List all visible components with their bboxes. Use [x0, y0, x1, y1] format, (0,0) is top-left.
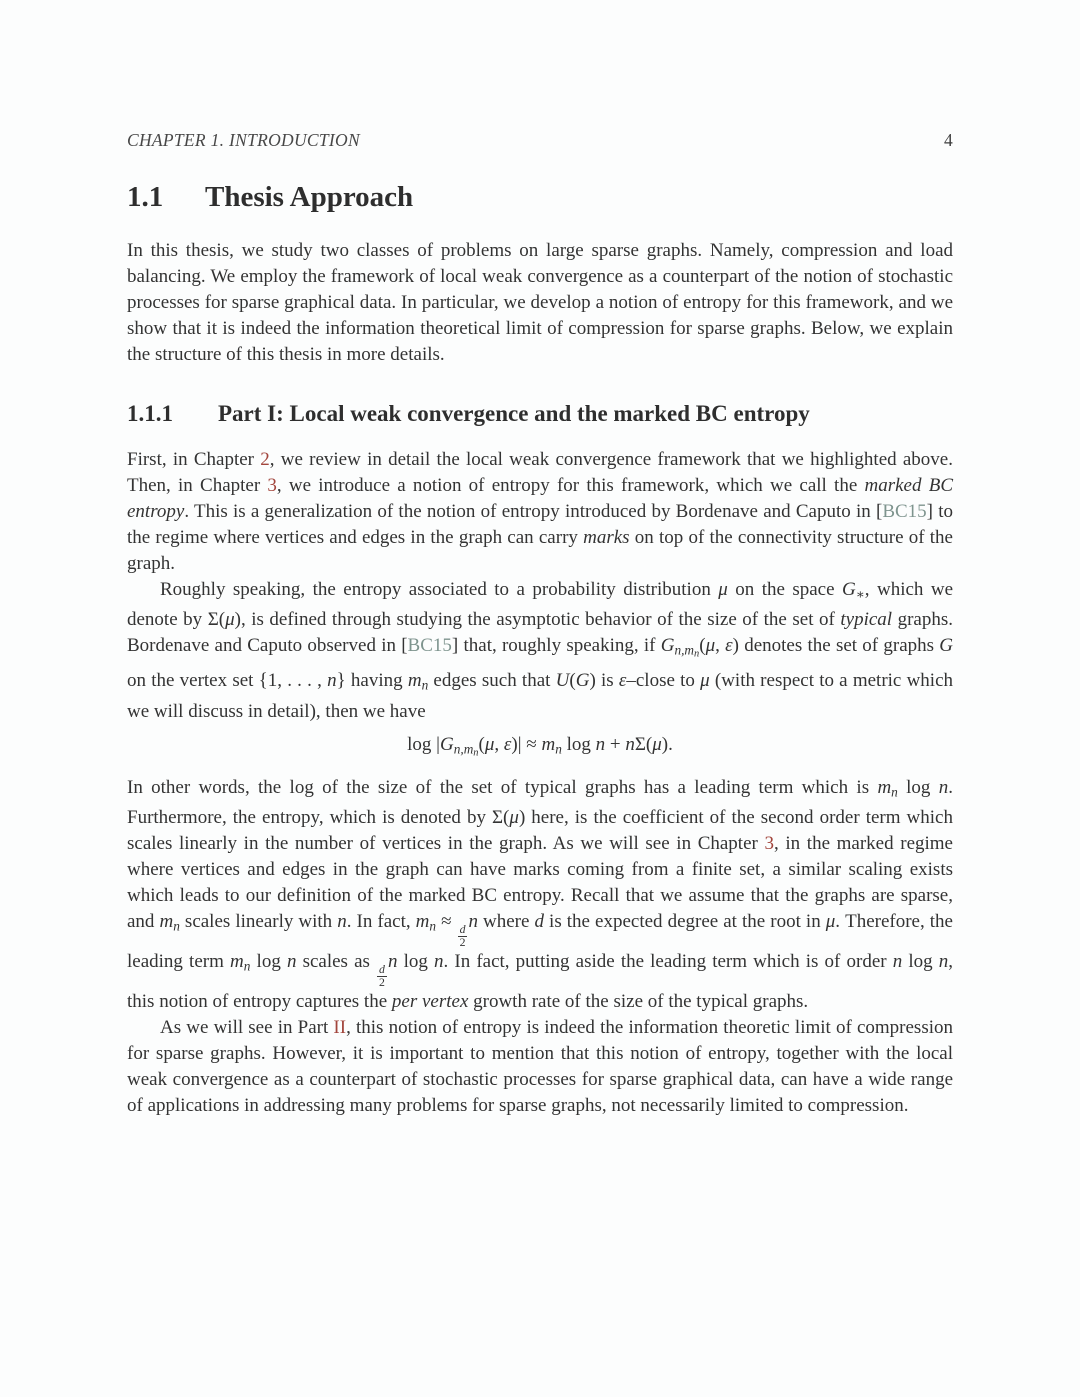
- text-run: marks: [583, 526, 630, 548]
- text-run: ).: [661, 733, 673, 755]
- text-run: } having: [336, 670, 408, 692]
- text-run: +: [605, 733, 626, 755]
- text-run: d: [534, 911, 544, 933]
- text-run: Σ(: [634, 733, 653, 755]
- text-run: (: [569, 670, 576, 692]
- citation-link[interactable]: BC15: [882, 500, 927, 522]
- section-heading: [127, 181, 953, 214]
- text-run: n: [243, 959, 251, 974]
- text-run: scales as: [296, 951, 377, 973]
- text-run: μ: [484, 733, 495, 755]
- display-equation: [127, 732, 953, 767]
- text-run: n,m: [674, 643, 695, 659]
- body-paragraph-outlook: [127, 1015, 953, 1119]
- text-run: n: [938, 951, 949, 973]
- text-run: Roughly speaking, the entropy associated to a probability distribution: [160, 578, 719, 600]
- text-run: ,: [494, 733, 504, 755]
- text-run: G: [575, 670, 590, 692]
- text-run: n: [327, 670, 337, 692]
- text-run: . Furthermore, the entropy, which is denoted by Σ(: [127, 776, 953, 829]
- text-run: (: [699, 635, 706, 657]
- text-run: m: [230, 951, 244, 973]
- text-run: μ: [825, 911, 836, 933]
- subsection-title: Part I: Local weak convergence and the marked BC entropy: [218, 401, 810, 426]
- text-run: ε: [618, 670, 627, 692]
- text-run: n: [286, 951, 297, 973]
- text-run: μ: [225, 609, 235, 631]
- text-run: n: [473, 747, 479, 759]
- text-run: on top of the connectivity structure of the graph.: [127, 526, 953, 574]
- text-run: m: [159, 911, 174, 933]
- text-run: marked BC entropy: [127, 474, 953, 522]
- text-run: n: [891, 784, 898, 800]
- text-run: , we introduce a notion of entropy for this framework, which we call the: [276, 474, 865, 496]
- text-run: growth rate of the size of the typical graphs.: [468, 991, 809, 1013]
- text-run: n: [429, 918, 437, 934]
- text-run: is the expected degree at the root in: [544, 911, 826, 933]
- text-run: typical: [840, 609, 893, 631]
- inline-fraction: $\frac{d}{2}$: [379, 962, 385, 989]
- text-run: μ: [700, 670, 710, 692]
- text-run: ,: [715, 635, 726, 657]
- body-paragraph-entropy: [127, 577, 953, 725]
- text-run: log: [561, 733, 596, 755]
- text-run: where: [477, 911, 535, 933]
- text-run: ∗: [855, 586, 865, 602]
- text-run: log: [397, 951, 434, 973]
- text-run: log |: [407, 733, 440, 755]
- text-run: n: [433, 951, 444, 973]
- chapter-ref-link[interactable]: 3: [267, 474, 277, 496]
- text-run: . In fact,: [346, 911, 416, 933]
- text-run: G: [439, 733, 454, 755]
- section-number: 1.1: [127, 181, 164, 213]
- text-run: In this thesis, we study two classes of problems on large sparse graphs. Namely, compression and load balancing. We employ the framework of local weak convergence as a counterpart of the notion of stochastic processes for sparse graphical data. In particular, we develop a notion of entropy for this framework, and we show that it is indeed the information theoretical limit of compression for sparse graphs. Below, we explain the structure of this thesis in more details.: [127, 240, 953, 365]
- text-run: ≈: [436, 911, 457, 933]
- text-run: . This is a generalization of the notion of entropy introduced by Bordenave and Caputo in [: [184, 500, 883, 522]
- text-run: n,m: [453, 741, 474, 757]
- text-run: on the vertex set {1, . . . ,: [127, 670, 328, 692]
- text-run: In other words, the log of the size of the set of typical graphs has a leading term which is: [127, 776, 878, 798]
- text-run: ε: [503, 733, 512, 755]
- text-run: log: [897, 776, 939, 798]
- text-run: ), is defined through studying the asymptotic behavior of the size of the set of: [234, 609, 841, 631]
- text-run: μ: [705, 635, 716, 657]
- text-run: μ: [718, 578, 728, 600]
- text-run: n: [694, 649, 700, 661]
- text-run: scales linearly with: [179, 911, 338, 933]
- text-run: per vertex: [391, 991, 469, 1013]
- text-run: n: [595, 733, 606, 755]
- text-run: m: [407, 670, 422, 692]
- text-run: ) denotes the set of graphs: [732, 635, 940, 657]
- text-run: )| ≈: [511, 733, 542, 755]
- text-run: ) is: [589, 670, 619, 692]
- text-run: on the space: [727, 578, 842, 600]
- text-run: , this notion of entropy is indeed the information theoretic limit of compression for sparse graphs. However, it is important to mention that this notion of entropy, together with the local weak convergence as a counterpart of stochastic processes for sparse graphical data, can have a wide range of applications in addressing many problems for sparse graphs, not necessarily limited to compression.: [127, 1017, 953, 1117]
- text-run: (with respect to a metric which we will discuss in detail), then we have: [127, 670, 953, 722]
- subsection-heading: [127, 396, 953, 432]
- text-run: . Therefore, the leading term: [127, 911, 953, 973]
- chapter-ref-link[interactable]: II: [333, 1017, 347, 1039]
- body-paragraph-intro: [127, 238, 953, 368]
- text-run: n: [938, 776, 949, 798]
- text-run: m: [877, 776, 892, 798]
- text-run: m: [415, 911, 430, 933]
- running-head: CHAPTER 1. INTRODUCTION: [127, 130, 360, 150]
- section-title: Thesis Approach: [205, 181, 414, 213]
- body-paragraph-scaling: [127, 775, 953, 1016]
- page-header: [127, 130, 953, 151]
- text-run: log: [250, 951, 287, 973]
- text-run: . In fact, putting aside the leading term which is of order: [443, 951, 893, 973]
- text-run: ε: [725, 635, 733, 657]
- text-run: ) here, is the coefficient of the second order term which scales linearly in the number of vertices in the graph. As we will see in Chapter: [127, 807, 953, 855]
- body-paragraph-part1: [127, 447, 953, 577]
- text-run: ] to the regime where vertices and edges in the graph can carry: [127, 500, 954, 548]
- text-run: First, in Chapter: [127, 448, 261, 470]
- text-run: , this notion of entropy captures the: [127, 951, 954, 1013]
- subsection-number: 1.1.1: [127, 401, 173, 426]
- text-run: , we review in detail the local weak convergence framework that we highlighted above. Then, in Chapter: [127, 448, 953, 496]
- text-run: n: [337, 911, 347, 933]
- text-run: ] that, roughly speaking, if: [451, 635, 661, 657]
- text-run: (: [478, 733, 485, 755]
- inline-fraction: $\frac{d}{2}$: [459, 922, 466, 949]
- page-number: 4: [943, 130, 953, 150]
- text-run: log: [902, 951, 939, 973]
- text-run: μ: [509, 807, 519, 829]
- text-run: n: [387, 951, 398, 973]
- text-run: As we will see in Part: [160, 1017, 334, 1039]
- text-run: G: [660, 635, 675, 657]
- text-run: –close to: [626, 670, 701, 692]
- text-run: G: [842, 578, 856, 600]
- text-run: n: [555, 741, 562, 757]
- text-run: n: [892, 951, 903, 973]
- text-run: μ: [652, 733, 662, 755]
- text-run: n: [421, 677, 429, 693]
- text-run: , which we denote by Σ(: [127, 578, 954, 631]
- text-run: G: [939, 635, 954, 657]
- text-run: n: [468, 911, 478, 933]
- text-run: edges such that: [428, 670, 556, 692]
- text-run: n: [625, 733, 635, 755]
- chapter-ref-link[interactable]: 2: [260, 448, 270, 470]
- text-run: U: [555, 670, 570, 692]
- text-run: , in the marked regime where vertices and edges in the graph can have marks coming from a finite set, a similar scaling exists which leads to our definition of the marked BC entropy. Recall that we assume that the graphs are sparse, and: [127, 833, 953, 933]
- chapter-ref-link[interactable]: 3: [764, 833, 774, 855]
- text-run: n: [173, 918, 180, 934]
- citation-link[interactable]: BC15: [407, 635, 452, 657]
- text-run: m: [541, 733, 556, 755]
- text-run: graphs. Bordenave and Caputo observed in [: [127, 609, 954, 657]
